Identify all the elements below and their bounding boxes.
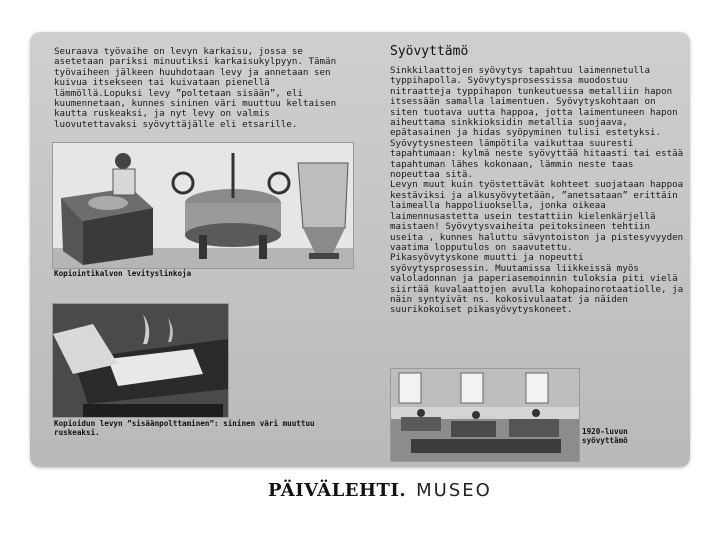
logo-brand: PÄIVÄLEHTI. bbox=[268, 480, 407, 501]
etching-room-illustration bbox=[391, 369, 579, 461]
section-heading: Syövyttämö bbox=[390, 44, 469, 59]
photo-burning-in bbox=[52, 303, 229, 418]
photo-etching-room bbox=[390, 368, 580, 462]
paragraph-temperature: Syövytysnesteen lämpötila vaikuttaa suuresti tapahtumaan: kylmä neste syövyttää hitaasti tai estää tapahtuman lähes kokonaan, lämmin neste taas nopeuttaa sitä. bbox=[390, 137, 684, 181]
photo-2-caption: Kopioidun levyn ”sisäänpolttaminen”: sininen väri muuttuu ruskeaksi. bbox=[54, 419, 315, 437]
photo-3-caption: 1920-luvun syövyttämö bbox=[582, 427, 628, 445]
logo-sub: MUSEO bbox=[416, 480, 492, 501]
photo-spin-coaters bbox=[52, 142, 354, 269]
paragraph-protection: Levyn muut kuin työstettävät kohteet suojataan happoa kestäviksi ja alkusyövytetään, ”anetsataan” erittäin laimealla happoliuoksella, jonka oikeaa laimennusastetta usein testattiin kielenkärjellä maistaen! Syövytysvaiheita peitoksineen tehtiin useita , kunnes haluttu sävyntoiston ja pistesyvyyden vaatima lopputulos on saavutettu. bbox=[390, 179, 684, 253]
paragraph-fast-etching: Pikasyövytyskone muutti ja nopeutti syövytysprosessin. Muutamissa liikkeissä myös valoladonnan ja paperiasemoinnin tuloksia piti vielä siirtää kuvalaattojen avulla kohopainorotaatiolle, ja näin syntyivät ns. kokosivulaatat ja näiden suurikokoiset pikasyövytyskoneet. bbox=[390, 252, 684, 316]
paivalehti-museo-logo bbox=[268, 480, 492, 510]
paragraph-etching-intro: Sinkkilaattojen syövytys tapahtuu laimennetulla typpihapolla. Syövytysprosessissa muodostuu nitraatteja typpihapon tunkeutuessa metalliin hapon itsessään samalla laimentuen. Syövytyskohtaan on siten tuotava uutta happoa, jotta laimentuneen hapon aiheuttama sinkkioksidin metallia suojaava, epätasainen ja hidas syöpyminen tulisi estetyksi. bbox=[390, 65, 678, 139]
spin-coaters-illustration bbox=[53, 143, 353, 268]
burning-in-illustration bbox=[53, 304, 228, 417]
right-text bbox=[390, 66, 688, 316]
photo-1-caption: Kopiointikalvon levityslinkoja bbox=[54, 269, 192, 278]
intro-paragraph: Seuraava työvaihe on levyn karkaisu, jossa se asetetaan pariksi minuutiksi karkaisukylpyyn. Tämän työvaiheen jälkeen huuhdotaan levy ja annetaan sen kuivua itsekseen tai kuivataan pienellä lämmöllä.Lopuksi levy ”poltetaan sisään”, eli kuumennetaan, kunnes sininen väri muuttuu keltaisen kautta ruskeaksi, ja nyt levy on valmis luovutettavaksi syövyttäjälle eli etsarille. bbox=[54, 46, 337, 130]
